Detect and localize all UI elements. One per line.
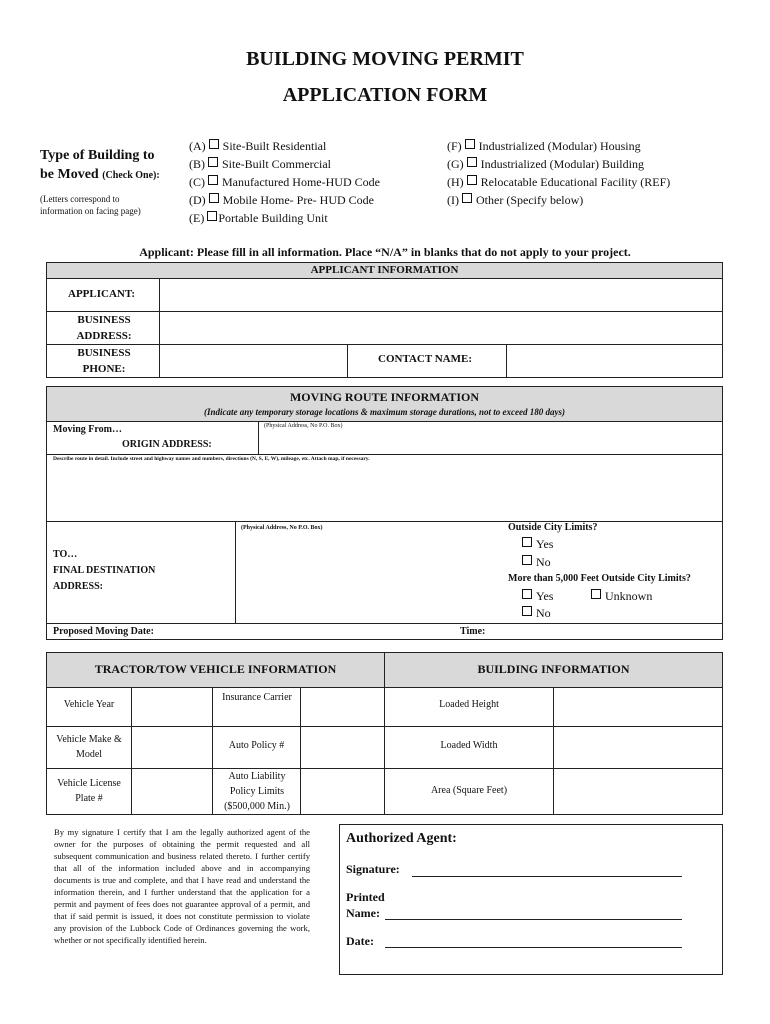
vehicle-year-label: Vehicle Year: [63, 699, 115, 710]
moving-from-label: Moving From…: [53, 424, 122, 435]
destination-address-label: ADDRESS:: [53, 581, 104, 592]
checkbox[interactable]: [522, 537, 532, 547]
route-subheader: (Indicate any temporary storage locations & maximum storage durations, not to exceed 180 days): [204, 407, 565, 417]
business-address-input[interactable]: [164, 317, 714, 337]
origin-address-label: ORIGIN ADDRESS:: [122, 439, 212, 450]
more-than-yes-option[interactable]: Yes: [522, 589, 553, 604]
business-phone-input[interactable]: [164, 350, 342, 370]
more-than-unknown-option[interactable]: Unknown: [591, 589, 652, 604]
checkbox[interactable]: [465, 139, 475, 149]
date-input[interactable]: [388, 930, 680, 946]
proposed-date-label: Proposed Moving Date:: [53, 626, 154, 637]
final-destination-label: FINAL DESTINATION: [53, 565, 156, 576]
insurance-carrier-input[interactable]: [304, 697, 380, 717]
option-a[interactable]: (A) Site-Built Residential: [189, 139, 327, 153]
form-title-line1: BUILDING MOVING PERMIT: [246, 48, 524, 70]
building-type-options-right: [447, 137, 670, 209]
make-model-label: Vehicle Make & Model: [56, 734, 122, 760]
destination-address-input[interactable]: [240, 535, 498, 617]
signature-label: Signature:: [346, 862, 400, 876]
liability-label: Auto Liability Policy Limits ($500,000 Min.): [224, 771, 290, 812]
outside-yes-option[interactable]: Yes: [522, 537, 553, 552]
printed-name-input[interactable]: [388, 902, 680, 918]
option-g[interactable]: (G) Industrialized (Modular) Building: [447, 157, 644, 171]
option-b[interactable]: (B) Site-Built Commercial: [189, 157, 331, 171]
license-plate-input[interactable]: [135, 782, 209, 802]
loaded-height-input[interactable]: [557, 697, 717, 717]
checkbox[interactable]: [462, 193, 472, 203]
outside-no-option[interactable]: No: [522, 555, 551, 570]
loaded-width-label: Loaded Width: [440, 740, 498, 751]
liability-input[interactable]: [304, 782, 380, 802]
option-f[interactable]: (F) Industrialized (Modular) Housing: [447, 139, 641, 153]
checkbox[interactable]: [591, 589, 601, 599]
building-type-options-left: [189, 137, 380, 227]
loaded-width-input[interactable]: [557, 737, 717, 757]
destination-physical-note: (Physical Address, No P.O. Box): [241, 525, 323, 531]
instruction-text: Applicant: Please fill in all information. Place “N/A” in blanks that do not apply to your project.: [139, 245, 631, 259]
contact-name-input[interactable]: [510, 350, 716, 370]
building-type-note: (Letters correspond to information on facing page): [40, 194, 141, 216]
checkbox[interactable]: [467, 175, 477, 185]
contact-name-label: CONTACT NAME:: [378, 353, 473, 365]
option-h[interactable]: (H) Relocatable Educational Facility (REF): [447, 175, 671, 189]
time-label: Time:: [460, 626, 486, 637]
certification-text: By my signature I certify that I am the legally authorized agent of the owner for the purposes of obtaining the permit requested and all subsequent communication and business related thereto. I further certify that all of the information included above and in accompanying documents is true and complete, and that I have read and understand the information therein, and I further understand that the application for a permit and payment of fees does not guarantee approval of a permit, and that if said permit is issued, it does not constitute permission to violate any provision of the Lubbock Code of Ordinances governing the work, whether or not specifically identified herein.: [54, 827, 310, 945]
auto-policy-label: Auto Policy #: [228, 740, 285, 751]
insurance-carrier-label: Insurance Carrier: [222, 692, 292, 703]
option-c[interactable]: (C) Manufactured Home-HUD Code: [189, 175, 380, 189]
name-label: Name:: [346, 906, 380, 920]
to-label: TO…: [53, 549, 78, 560]
vehicle-header: TRACTOR/TOW VEHICLE INFORMATION: [94, 662, 337, 676]
applicant-header: APPLICANT INFORMATION: [47, 263, 722, 278]
applicant-input[interactable]: [164, 284, 714, 304]
business-phone-label: BUSINESS PHONE:: [77, 347, 131, 375]
time-input[interactable]: [494, 625, 714, 638]
checkbox[interactable]: [522, 606, 532, 616]
option-e[interactable]: (E) Portable Building Unit: [189, 211, 328, 225]
origin-address-input[interactable]: [262, 432, 714, 450]
building-type-heading-2: be Moved: [40, 167, 99, 182]
route-description-input[interactable]: [50, 466, 718, 516]
checkbox[interactable]: [522, 589, 532, 599]
proposed-date-input[interactable]: [170, 625, 450, 638]
building-type-heading: Type of Building to: [40, 148, 155, 163]
check-one-label: (Check One):: [102, 170, 160, 181]
auto-policy-input[interactable]: [304, 737, 380, 757]
printed-label: Printed: [346, 890, 385, 904]
outside-city-limits-label: Outside City Limits?: [508, 522, 598, 533]
option-i[interactable]: (I) Other (Specify below): [447, 193, 584, 207]
route-describe-note: Describe route in detail. Include street and highway names and numbers, directions (N, S, E, W), mileage, etc. Attach map, if necessary.: [53, 456, 370, 462]
checkbox[interactable]: [207, 211, 217, 221]
option-d[interactable]: (D) Mobile Home- Pre- HUD Code: [189, 193, 374, 207]
vehicle-year-input[interactable]: [135, 697, 209, 717]
checkbox[interactable]: [208, 175, 218, 185]
business-address-label: BUSINESS ADDRESS:: [76, 314, 132, 342]
authorized-agent-title: Authorized Agent:: [346, 831, 457, 846]
checkbox[interactable]: [209, 139, 219, 149]
signature-input[interactable]: [414, 858, 680, 874]
loaded-height-label: Loaded Height: [439, 699, 499, 710]
area-label: Area (Square Feet): [430, 785, 508, 796]
more-than-5000-label: More than 5,000 Feet Outside City Limits?: [508, 573, 691, 584]
route-header: MOVING ROUTE INFORMATION: [289, 390, 480, 404]
form-title-line2: APPLICATION FORM: [282, 84, 488, 106]
license-plate-label: Vehicle License Plate #: [57, 778, 121, 804]
checkbox[interactable]: [208, 157, 218, 167]
origin-physical-note: (Physical Address, No P.O. Box): [264, 423, 343, 429]
area-input[interactable]: [557, 782, 717, 802]
building-header: BUILDING INFORMATION: [477, 662, 630, 676]
date-label: Date:: [346, 934, 374, 948]
more-than-no-option[interactable]: No: [522, 606, 551, 621]
applicant-label: APPLICANT:: [68, 288, 136, 300]
checkbox[interactable]: [467, 157, 477, 167]
make-model-input[interactable]: [135, 737, 209, 757]
checkbox[interactable]: [522, 555, 532, 565]
checkbox[interactable]: [209, 193, 219, 203]
